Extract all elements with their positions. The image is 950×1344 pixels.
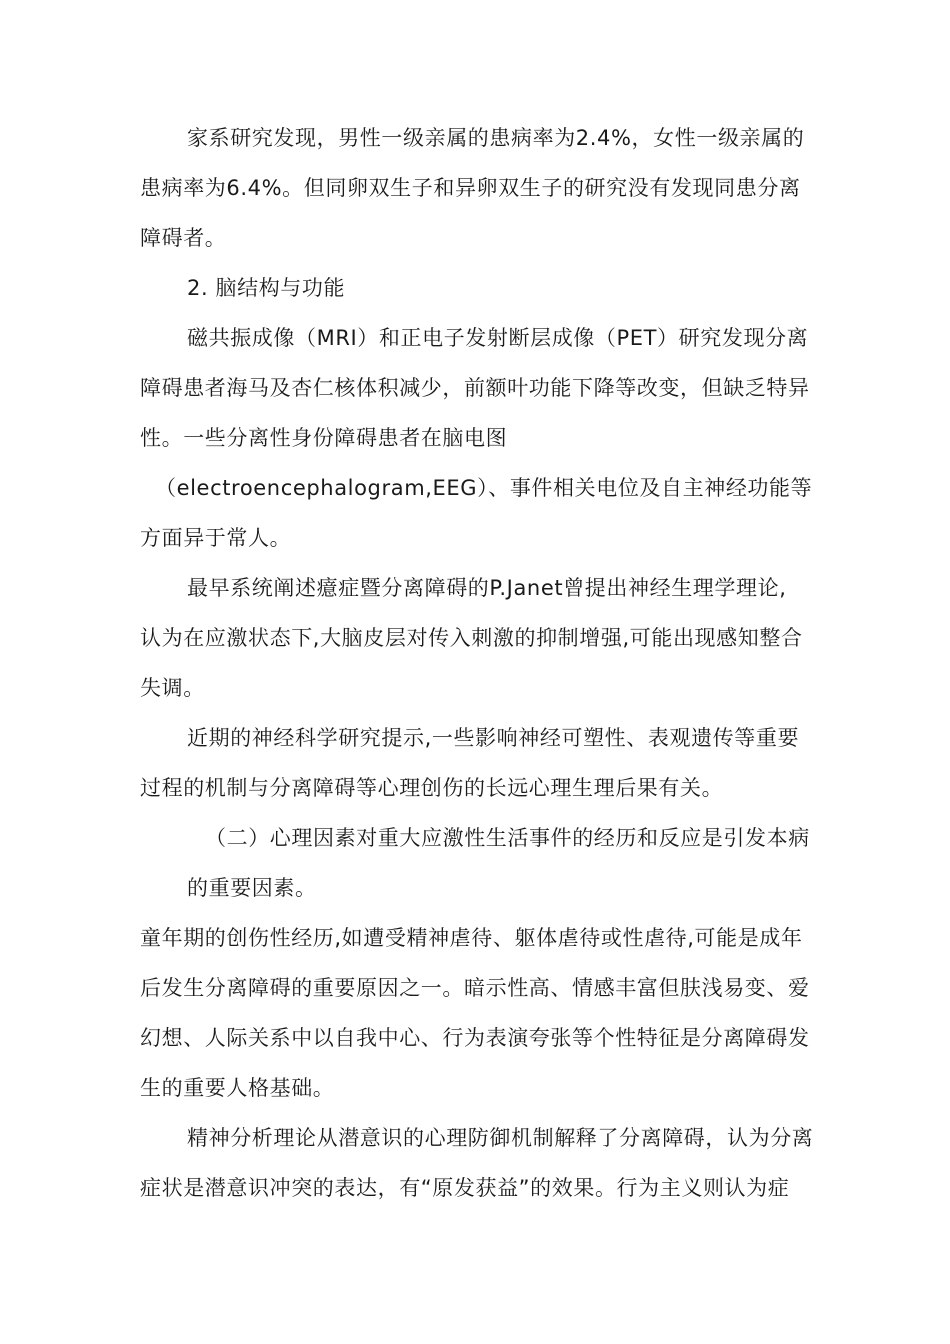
text-line: 障碍患者海马及杏仁核体积减少，前额叶功能下降等改变，但缺乏特异: [140, 376, 810, 400]
text-line: 后发生分离障碍的重要原因之一。暗示性高、情感丰富但肤浅易变、爱: [140, 976, 810, 1000]
section-heading: 2. 脑结构与功能: [187, 276, 346, 300]
section-heading: （二）心理因素对重大应激性生活事件的经历和反应是引发本病: [205, 826, 810, 850]
text-line: 患病率为6.4%。但同卵双生子和异卵双生子的研究没有发现同患分离: [140, 176, 801, 200]
text-line: 童年期的创伤性经历,如遭受精神虐待、躯体虐待或性虐待,可能是成年: [140, 926, 803, 950]
text-line: 幻想、人际关系中以自我中心、行为表演夸张等个性特征是分离障碍发: [140, 1026, 810, 1050]
text-line: 障碍者。: [140, 226, 227, 250]
text-line: 最早系统阐述癔症暨分离障碍的P.Janet曾提出神经生理学理论,: [187, 576, 787, 600]
text-line: 家系研究发现，男性一级亲属的患病率为2.4%，女性一级亲属的: [187, 126, 805, 150]
text-line: 磁共振成像（MRI）和正电子发射断层成像（PET）研究发现分离: [187, 326, 809, 350]
text-line: 过程的机制与分离障碍等心理创伤的长远心理生理后果有关。: [140, 776, 724, 800]
text-line: 精神分析理论从潜意识的心理防御机制解释了分离障碍，认为分离: [187, 1126, 814, 1150]
text-line: 认为在应激状态下,大脑皮层对传入刺激的抑制增强,可能出现感知整合: [140, 626, 803, 650]
text-line: 生的重要人格基础。: [140, 1076, 335, 1100]
text-line: 方面异于常人。: [140, 526, 292, 550]
text-line: 性。一些分离性身份障碍患者在脑电图: [140, 426, 508, 450]
text-line: （electroencephalogram,EEG）、事件相关电位及自主神经功能等: [155, 476, 813, 500]
text-line: 失调。: [140, 676, 205, 700]
text-line: 症状是潜意识冲突的表达，有“原发获益”的效果。行为主义则认为症: [140, 1176, 790, 1200]
text-line: 近期的神经科学研究提示,一些影响神经可塑性、表观遗传等重要: [187, 726, 800, 750]
section-heading: 的重要因素。: [187, 876, 317, 900]
